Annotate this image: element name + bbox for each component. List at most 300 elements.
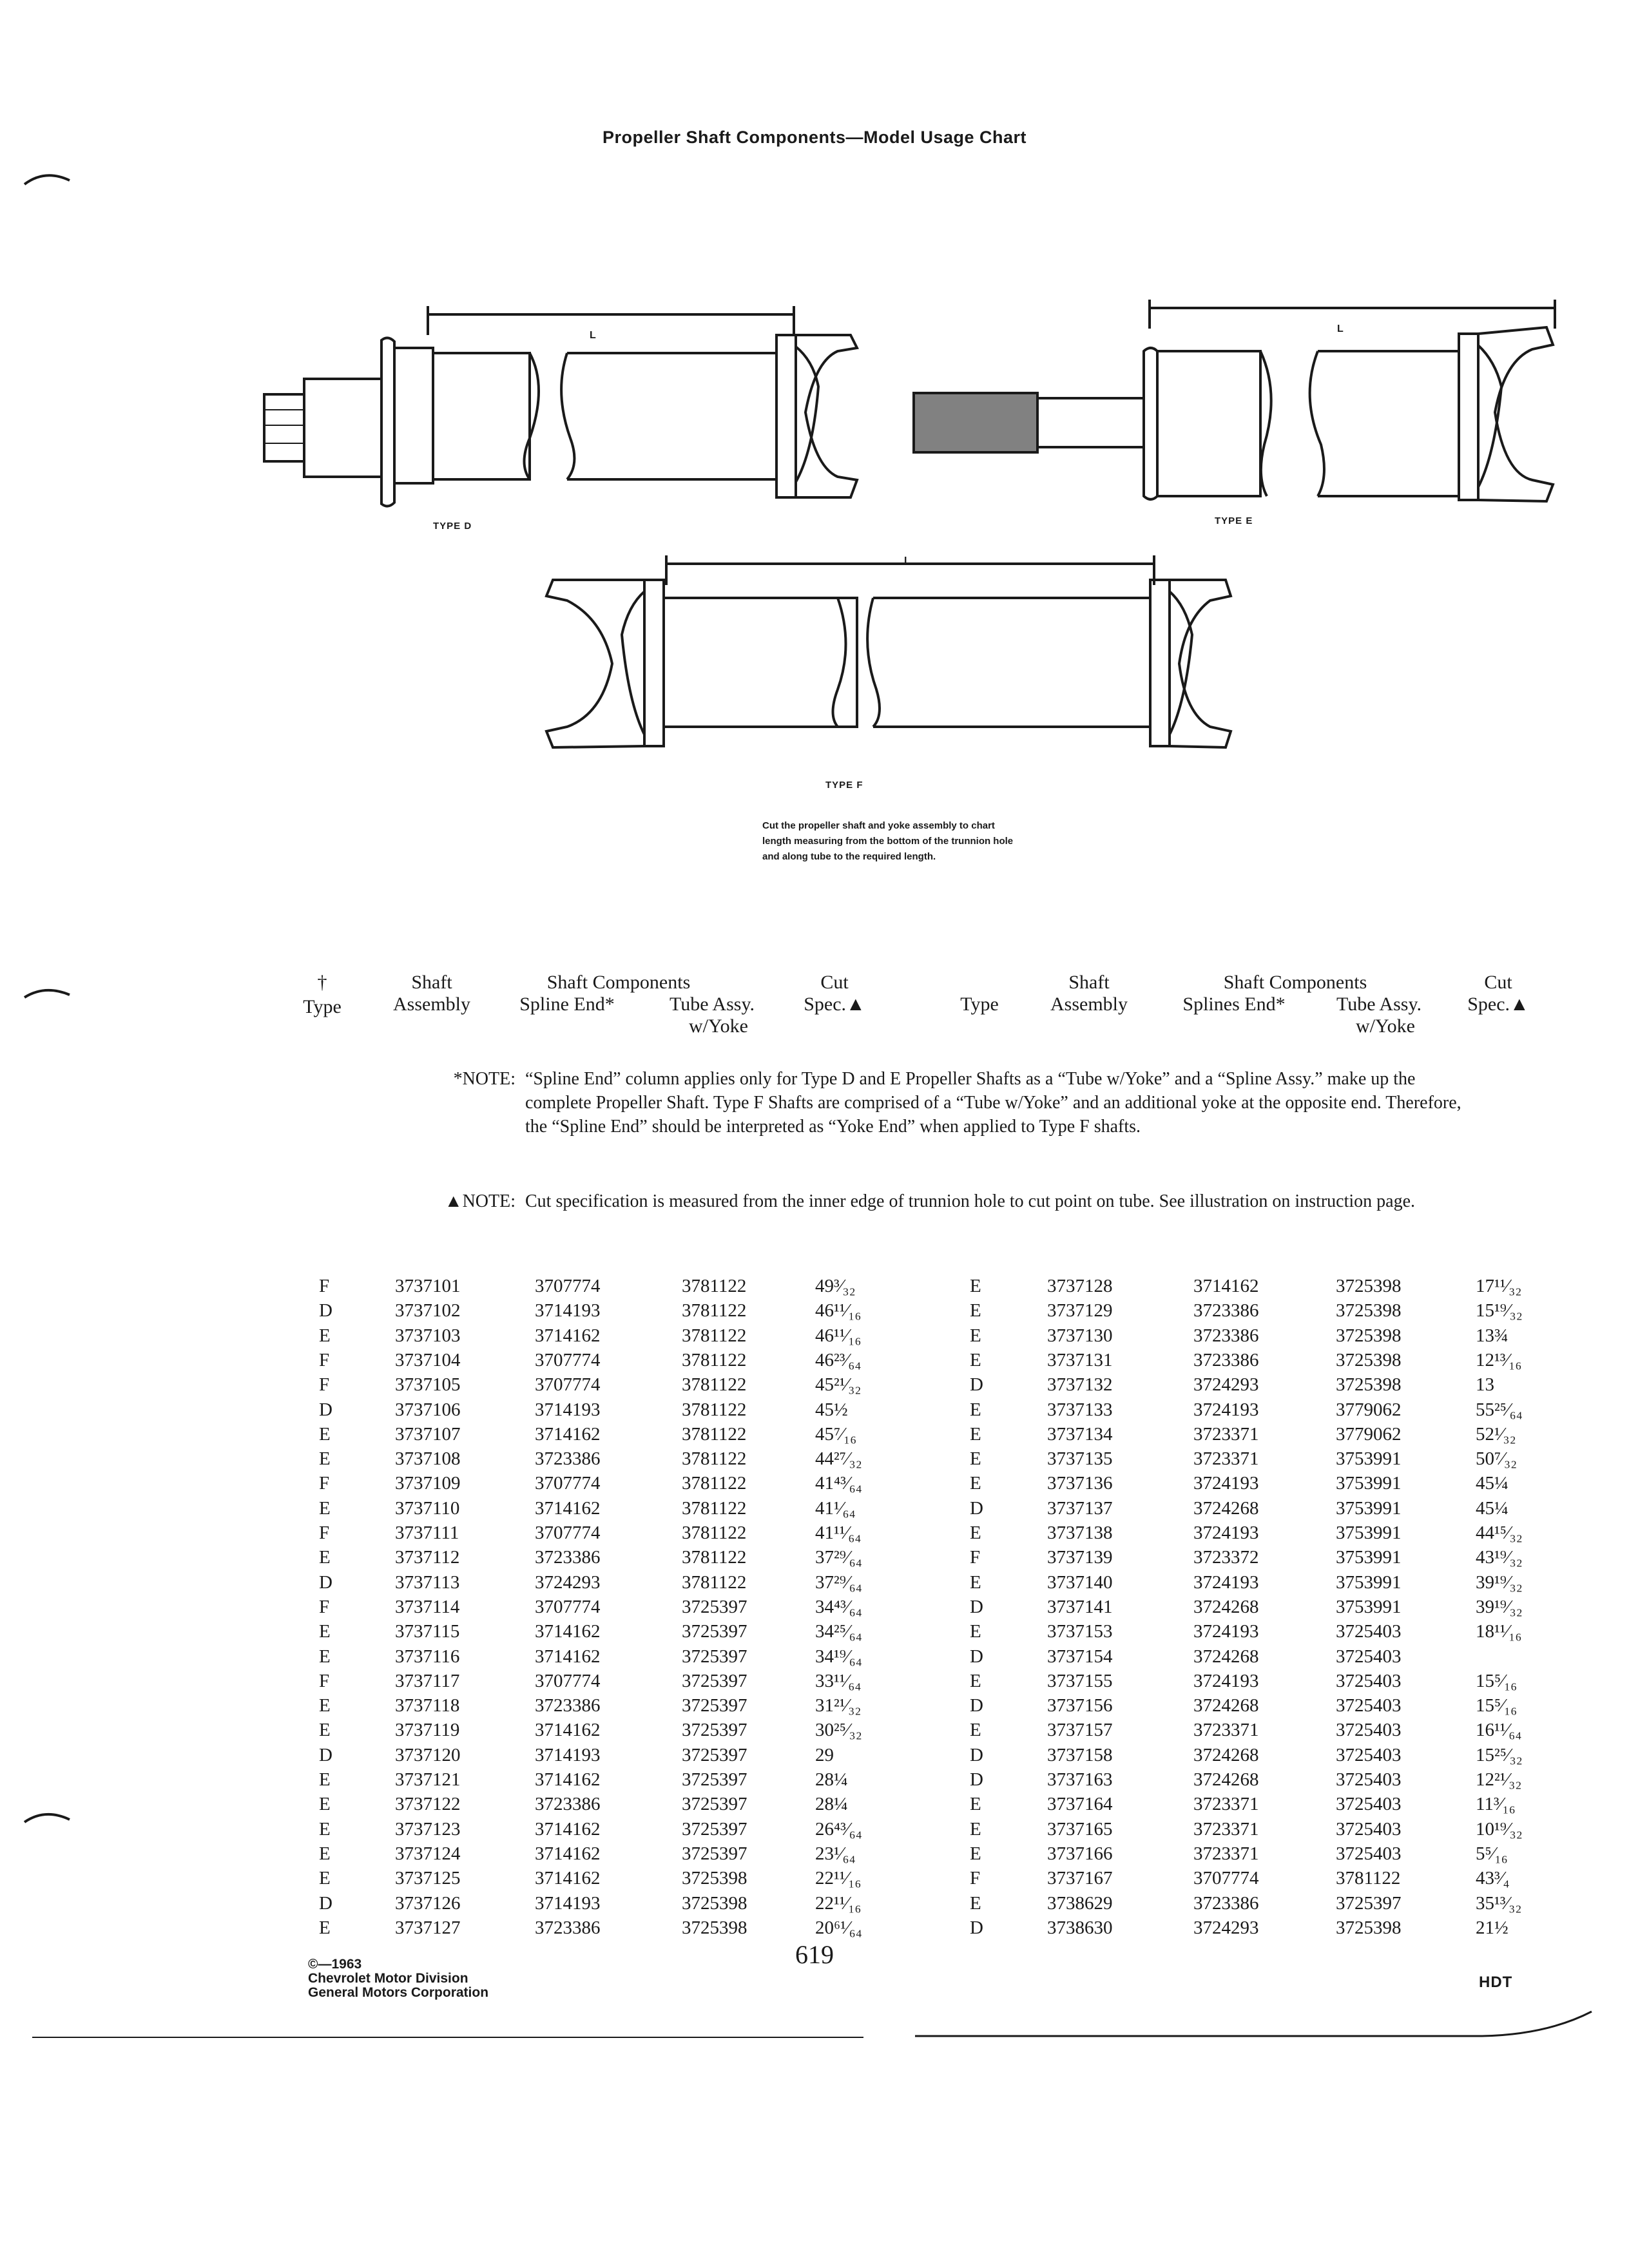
footer-code: HDT (1479, 1974, 1513, 1991)
row-shaft-assembly: 3737108 (395, 1448, 461, 1470)
row-shaft-assembly: 3737140 (1047, 1571, 1113, 1593)
row-spline-end: 3707774 (535, 1473, 601, 1494)
row-type: F (319, 1596, 330, 1617)
row-type: E (319, 1794, 331, 1815)
row-shaft-assembly: 3737141 (1047, 1596, 1113, 1617)
row-type: D (319, 1399, 333, 1420)
right-header-assembly: Assembly (1050, 994, 1128, 1015)
row-tube-assy: 3725397 (682, 1744, 747, 1765)
row-cut-spec: 15¹⁹⁄₃₂ (1476, 1300, 1523, 1321)
row-type: F (319, 1349, 330, 1370)
row-shaft-assembly: 3737154 (1047, 1646, 1113, 1667)
row-spline-end: 3723371 (1193, 1818, 1259, 1840)
row-shaft-assembly: 3737167 (1047, 1868, 1113, 1889)
row-type: D (319, 1892, 333, 1914)
row-spline-end: 3723386 (1193, 1325, 1259, 1346)
row-cut-spec: 18¹¹⁄₁₆ (1476, 1621, 1522, 1642)
row-type: E (970, 1621, 981, 1642)
row-cut-spec: 44¹⁵⁄₃₂ (1476, 1523, 1523, 1543)
row-shaft-assembly: 3737103 (395, 1325, 461, 1346)
row-cut-spec: 5⁵⁄₁₆ (1476, 1843, 1508, 1864)
row-cut-spec: 45²¹⁄₃₂ (815, 1374, 862, 1396)
row-shaft-assembly: 3738629 (1047, 1892, 1113, 1914)
row-shaft-assembly: 3737166 (1047, 1843, 1113, 1864)
row-spline-end: 3724293 (535, 1571, 601, 1593)
row-cut-spec: 23¹⁄₆₄ (815, 1843, 856, 1864)
left-header-components: Shaft Components (546, 972, 691, 993)
row-cut-spec: 22¹¹⁄₁₆ (815, 1892, 862, 1914)
row-cut-spec: 11³⁄₁₆ (1476, 1794, 1516, 1815)
row-type: E (970, 1670, 981, 1691)
left-header-w-yoke: w/Yoke (689, 1015, 748, 1037)
note-label: *NOTE: (453, 1069, 516, 1089)
row-shaft-assembly: 3737129 (1047, 1300, 1113, 1321)
row-spline-end: 3714162 (535, 1325, 601, 1346)
row-cut-spec: 28¼ (815, 1769, 848, 1790)
row-shaft-assembly: 3737163 (1047, 1769, 1113, 1790)
row-spline-end: 3723371 (1193, 1720, 1259, 1741)
row-tube-assy: 3725403 (1336, 1621, 1402, 1642)
row-spline-end: 3723386 (535, 1695, 601, 1716)
row-tube-assy: 3781122 (682, 1473, 747, 1494)
row-type: E (970, 1818, 981, 1840)
row-shaft-assembly: 3737156 (1047, 1695, 1113, 1716)
footer-corporation: General Motors Corporation (308, 1985, 489, 2000)
row-spline-end: 3707774 (535, 1276, 601, 1296)
row-cut-spec: 39¹⁹⁄₃₂ (1476, 1571, 1523, 1593)
row-cut-spec: 43³⁄₄ (1476, 1868, 1510, 1889)
row-tube-assy: 3781122 (682, 1547, 747, 1568)
row-tube-assy: 3725403 (1336, 1646, 1402, 1667)
right-header-cut: Cut (1484, 972, 1512, 993)
row-tube-assy: 3725397 (682, 1794, 747, 1815)
row-spline-end: 3724193 (1193, 1670, 1259, 1691)
row-cut-spec: 43¹⁹⁄₃₂ (1476, 1547, 1523, 1568)
row-cut-spec: 13 (1476, 1374, 1494, 1396)
row-cut-spec: 45⁷⁄₁₆ (815, 1423, 857, 1445)
row-shaft-assembly: 3737128 (1047, 1276, 1113, 1296)
row-type: D (970, 1744, 983, 1765)
row-spline-end: 3707774 (535, 1349, 601, 1370)
row-spline-end: 3714162 (535, 1497, 601, 1519)
row-cut-spec: 44²⁷⁄₃₂ (815, 1448, 862, 1470)
row-tube-assy: 3725397 (682, 1843, 747, 1864)
row-cut-spec: 39¹⁹⁄₃₂ (1476, 1596, 1523, 1617)
row-tube-assy: 3753991 (1336, 1473, 1402, 1494)
row-cut-spec: 31²¹⁄₃₂ (815, 1695, 862, 1716)
row-type: F (319, 1670, 330, 1691)
row-tube-assy: 3725397 (682, 1769, 747, 1790)
row-tube-assy: 3753991 (1336, 1523, 1402, 1543)
row-spline-end: 3714193 (535, 1300, 601, 1321)
row-tube-assy: 3781122 (682, 1497, 747, 1519)
row-tube-assy: 3781122 (682, 1349, 747, 1370)
diagram-caption: Cut the propeller shaft and yoke assembly to chart length measuring from the bottom of the trunnion hole and along tube to the required length. (762, 820, 1014, 862)
row-tube-assy: 3725403 (1336, 1843, 1402, 1864)
row-type: E (970, 1720, 981, 1741)
row-tube-assy: 3781122 (682, 1374, 747, 1396)
row-type: D (970, 1646, 983, 1667)
row-spline-end: 3714162 (535, 1818, 601, 1840)
row-cut-spec: 37²⁹⁄₆₄ (815, 1547, 862, 1568)
row-tube-assy: 3725397 (682, 1818, 747, 1840)
left-header-assembly: Assembly (393, 994, 470, 1015)
row-cut-spec: 46²³⁄₆₄ (815, 1349, 862, 1370)
row-shaft-assembly: 3737138 (1047, 1523, 1113, 1543)
row-shaft-assembly: 3737107 (395, 1423, 461, 1445)
row-tube-assy: 3753991 (1336, 1448, 1402, 1470)
row-tube-assy: 3725403 (1336, 1670, 1402, 1691)
row-tube-assy: 3781122 (682, 1325, 747, 1346)
row-type: E (319, 1325, 331, 1346)
right-header-spline-end: Splines End* (1182, 994, 1286, 1015)
row-spline-end: 3723386 (1193, 1892, 1259, 1914)
row-tube-assy: 3725398 (1336, 1300, 1402, 1321)
row-cut-spec: 41¹¹⁄₆₄ (815, 1523, 862, 1543)
note-label: ▲NOTE: (444, 1191, 516, 1211)
row-tube-assy: 3753991 (1336, 1547, 1402, 1568)
row-spline-end: 3707774 (535, 1374, 601, 1396)
type-e-label: TYPE E (1215, 515, 1253, 526)
row-cut-spec: 55²⁵⁄₆₄ (1476, 1399, 1523, 1420)
row-tube-assy: 3781122 (682, 1523, 747, 1543)
row-tube-assy: 3781122 (682, 1276, 747, 1296)
note-text: Cut specification is measured from the inner edge of trunnion hole to cut point on tube. See illustration on instruction page. (525, 1191, 1416, 1211)
row-spline-end: 3707774 (535, 1670, 601, 1691)
row-type: E (319, 1621, 331, 1642)
row-type: F (319, 1473, 330, 1494)
row-shaft-assembly: 3737116 (395, 1646, 460, 1667)
row-type: F (970, 1868, 981, 1889)
row-shaft-assembly: 3737136 (1047, 1473, 1113, 1494)
row-shaft-assembly: 3737124 (395, 1843, 461, 1864)
row-type: D (970, 1374, 983, 1396)
type-d-label: TYPE D (433, 521, 472, 532)
right-header-tube-assy: Tube Assy. (1336, 994, 1422, 1015)
row-spline-end: 3724193 (1193, 1473, 1259, 1494)
row-spline-end: 3724268 (1193, 1497, 1259, 1519)
row-spline-end: 3714162 (535, 1769, 601, 1790)
row-cut-spec: 16¹¹⁄₆₄ (1476, 1720, 1522, 1741)
row-spline-end: 3723386 (535, 1448, 601, 1470)
row-type: D (970, 1917, 983, 1938)
row-type: E (319, 1720, 331, 1741)
row-spline-end: 3724268 (1193, 1695, 1259, 1716)
row-type: D (970, 1497, 983, 1519)
row-tube-assy: 3725398 (1336, 1349, 1402, 1370)
row-tube-assy: 3725403 (1336, 1769, 1402, 1790)
row-shaft-assembly: 3737109 (395, 1473, 461, 1494)
row-shaft-assembly: 3737120 (395, 1744, 461, 1765)
row-type: F (970, 1547, 981, 1568)
row-type: E (970, 1300, 981, 1321)
row-cut-spec: 49³⁄₃₂ (815, 1276, 856, 1296)
row-type: E (319, 1497, 331, 1519)
row-cut-spec: 28¼ (815, 1794, 848, 1815)
row-tube-assy: 3725403 (1336, 1794, 1402, 1815)
right-header-w-yoke: w/Yoke (1356, 1015, 1415, 1037)
row-shaft-assembly: 3737157 (1047, 1720, 1113, 1741)
row-spline-end: 3714193 (535, 1892, 601, 1914)
row-spline-end: 3714162 (535, 1843, 601, 1864)
row-cut-spec: 20⁶¹⁄₆₄ (815, 1917, 862, 1938)
row-shaft-assembly: 3737137 (1047, 1497, 1113, 1519)
row-tube-assy: 3725403 (1336, 1744, 1402, 1765)
row-tube-assy: 3753991 (1336, 1571, 1402, 1593)
row-type: E (319, 1695, 331, 1716)
row-shaft-assembly: 3737118 (395, 1695, 460, 1716)
row-shaft-assembly: 3737104 (395, 1349, 461, 1370)
length-label-e: L (1337, 323, 1344, 334)
row-spline-end: 3714162 (535, 1423, 601, 1445)
row-spline-end: 3724193 (1193, 1621, 1259, 1642)
row-tube-assy: 3725397 (682, 1720, 747, 1741)
row-tube-assy: 3725403 (1336, 1818, 1402, 1840)
row-shaft-assembly: 3737165 (1047, 1818, 1113, 1840)
row-tube-assy: 3779062 (1336, 1423, 1402, 1445)
row-tube-assy: 3725403 (1336, 1720, 1402, 1741)
footer-copyright: ©—1963 (308, 1957, 362, 1972)
row-tube-assy: 3725398 (682, 1868, 747, 1889)
length-label-d: L (590, 330, 596, 341)
row-type: E (970, 1349, 981, 1370)
row-spline-end: 3707774 (535, 1596, 601, 1617)
row-type: E (319, 1769, 331, 1790)
row-shaft-assembly: 3737106 (395, 1399, 461, 1420)
left-header-shaft: Shaft (411, 972, 452, 993)
row-type: E (319, 1868, 331, 1889)
row-cut-spec: 10¹⁹⁄₃₂ (1476, 1818, 1523, 1840)
row-spline-end: 3723371 (1193, 1448, 1259, 1470)
row-cut-spec: 15⁵⁄₁₆ (1476, 1695, 1518, 1716)
row-type: E (970, 1473, 981, 1494)
row-shaft-assembly: 3737105 (395, 1374, 461, 1396)
row-spline-end: 3724193 (1193, 1523, 1259, 1543)
row-cut-spec: 34¹⁹⁄₆₄ (815, 1646, 862, 1667)
row-spline-end: 3714162 (535, 1720, 601, 1741)
row-spline-end: 3724293 (1193, 1374, 1259, 1396)
row-type: D (319, 1300, 333, 1321)
row-tube-assy: 3725398 (682, 1892, 747, 1914)
row-spline-end: 3723386 (1193, 1300, 1259, 1321)
left-header-tube-assy: Tube Assy. (670, 994, 755, 1015)
row-tube-assy: 3781122 (682, 1423, 747, 1445)
right-header-spec: Spec.▲ (1467, 994, 1529, 1015)
row-shaft-assembly: 3737117 (395, 1670, 460, 1691)
row-shaft-assembly: 3737134 (1047, 1423, 1113, 1445)
row-type: E (319, 1448, 331, 1470)
row-tube-assy: 3753991 (1336, 1596, 1402, 1617)
row-shaft-assembly: 3737139 (1047, 1547, 1113, 1568)
row-cut-spec: 22¹¹⁄₁₆ (815, 1868, 862, 1889)
row-tube-assy: 3725398 (1336, 1374, 1402, 1396)
row-spline-end: 3723386 (1193, 1349, 1259, 1370)
row-spline-end: 3707774 (535, 1523, 601, 1543)
footer-division: Chevrolet Motor Division (308, 1971, 468, 1986)
row-cut-spec: 15²⁵⁄₃₂ (1476, 1744, 1523, 1765)
page-number: 619 (795, 1940, 834, 1969)
row-shaft-assembly: 3737113 (395, 1571, 460, 1593)
type-mark: † (317, 972, 327, 993)
row-cut-spec: 46¹¹⁄₁₆ (815, 1325, 862, 1346)
row-tube-assy: 3725397 (682, 1646, 747, 1667)
row-cut-spec: 45¼ (1476, 1497, 1509, 1519)
row-type: E (970, 1892, 981, 1914)
row-type: E (319, 1818, 331, 1840)
length-label-f: L (904, 555, 911, 566)
row-spline-end: 3707774 (1193, 1868, 1259, 1889)
row-spline-end: 3724193 (1193, 1399, 1259, 1420)
row-shaft-assembly: 3737111 (395, 1523, 459, 1543)
row-spline-end: 3724268 (1193, 1769, 1259, 1790)
row-spline-end: 3723386 (535, 1794, 601, 1815)
row-shaft-assembly: 3737115 (395, 1621, 460, 1642)
row-spline-end: 3724293 (1193, 1917, 1259, 1938)
row-type: E (970, 1571, 981, 1593)
row-type: E (319, 1843, 331, 1864)
row-spline-end: 3723371 (1193, 1794, 1259, 1815)
row-shaft-assembly: 3737127 (395, 1917, 461, 1938)
left-header-spec: Spec.▲ (804, 994, 865, 1015)
row-type: E (970, 1448, 981, 1470)
row-cut-spec: 26⁴³⁄₆₄ (815, 1818, 862, 1840)
row-cut-spec: 15⁵⁄₁₆ (1476, 1670, 1518, 1691)
row-spline-end: 3714193 (535, 1744, 601, 1765)
row-type: E (970, 1399, 981, 1420)
row-shaft-assembly: 3737102 (395, 1300, 461, 1321)
row-cut-spec: 13¾ (1476, 1325, 1509, 1346)
row-cut-spec: 34⁴³⁄₆₄ (815, 1596, 862, 1617)
row-cut-spec: 29 (815, 1744, 834, 1765)
row-type: F (319, 1374, 330, 1396)
row-cut-spec: 45¼ (1476, 1473, 1509, 1494)
row-spline-end: 3724193 (1193, 1571, 1259, 1593)
row-tube-assy: 3725398 (682, 1917, 747, 1938)
note-text: “Spline End” column applies only for Type D and E Propeller Shafts as a “Tube w/Yoke” and a “Spline Assy.” make up the complete Propeller Shaft. Type F Shafts are comprised of a “Tube w/Yoke” and an additional yoke at the opposite end. Therefore, the “Spline End” should be interpreted as “Yoke End” when applied to Type F shafts. (525, 1069, 1461, 1137)
row-type: D (319, 1571, 333, 1593)
row-type: E (970, 1523, 981, 1543)
row-cut-spec: 46¹¹⁄₁₆ (815, 1300, 862, 1321)
row-tube-assy: 3725398 (1336, 1325, 1402, 1346)
left-header-cut: Cut (820, 972, 849, 993)
row-spline-end: 3714193 (535, 1399, 601, 1420)
row-shaft-assembly: 3737126 (395, 1892, 461, 1914)
row-spline-end: 3723386 (535, 1547, 601, 1568)
right-header-type: Type (960, 994, 999, 1015)
left-header-spline-end: Spline End* (519, 994, 615, 1015)
row-cut-spec: 35¹³⁄₃₂ (1476, 1892, 1522, 1914)
row-shaft-assembly: 3737123 (395, 1818, 461, 1840)
row-type: E (970, 1423, 981, 1445)
row-tube-assy: 3781122 (682, 1300, 747, 1321)
row-type: D (970, 1769, 983, 1790)
row-shaft-assembly: 3737114 (395, 1596, 460, 1617)
right-header-components: Shaft Components (1223, 972, 1367, 993)
left-header-type: Type (303, 996, 342, 1017)
row-cut-spec: 37²⁹⁄₆₄ (815, 1571, 862, 1593)
row-spline-end: 3714162 (535, 1621, 601, 1642)
row-tube-assy: 3779062 (1336, 1399, 1402, 1420)
row-cut-spec: 17¹¹⁄₃₂ (1476, 1276, 1522, 1296)
row-tube-assy: 3725397 (682, 1670, 747, 1691)
row-shaft-assembly: 3737119 (395, 1720, 460, 1741)
row-tube-assy: 3781122 (682, 1448, 747, 1470)
row-cut-spec: 41⁴³⁄₆₄ (815, 1473, 862, 1494)
row-spline-end: 3724268 (1193, 1596, 1259, 1617)
row-shaft-assembly: 3737131 (1047, 1349, 1113, 1370)
row-tube-assy: 3725398 (1336, 1276, 1402, 1296)
row-cut-spec: 52¹⁄₃₂ (1476, 1423, 1516, 1445)
row-tube-assy: 3781122 (682, 1571, 747, 1593)
row-cut-spec: 12²¹⁄₃₂ (1476, 1769, 1522, 1790)
row-shaft-assembly: 3737158 (1047, 1744, 1113, 1765)
row-tube-assy: 3781122 (1336, 1868, 1401, 1889)
row-type: E (970, 1794, 981, 1815)
row-shaft-assembly: 3737132 (1047, 1374, 1113, 1396)
row-cut-spec: 33¹¹⁄₆₄ (815, 1670, 862, 1691)
row-cut-spec: 41¹⁄₆₄ (815, 1497, 856, 1519)
row-spline-end: 3723371 (1193, 1423, 1259, 1445)
row-shaft-assembly: 3737130 (1047, 1325, 1113, 1346)
row-cut-spec: 30²⁵⁄₃₂ (815, 1720, 862, 1741)
row-type: E (970, 1325, 981, 1346)
row-cut-spec: 34²⁵⁄₆₄ (815, 1621, 862, 1642)
row-shaft-assembly: 3737153 (1047, 1621, 1113, 1642)
row-spline-end: 3723372 (1193, 1547, 1259, 1568)
row-shaft-assembly: 3737110 (395, 1497, 460, 1519)
row-shaft-assembly: 3737125 (395, 1868, 461, 1889)
row-type: D (319, 1744, 333, 1765)
page-title: Propeller Shaft Components—Model Usage Chart (602, 128, 1027, 147)
row-shaft-assembly: 3737164 (1047, 1794, 1113, 1815)
row-type: E (970, 1276, 981, 1296)
row-shaft-assembly: 3738630 (1047, 1917, 1113, 1938)
row-shaft-assembly: 3737135 (1047, 1448, 1113, 1470)
row-spline-end: 3714162 (535, 1646, 601, 1667)
row-spline-end: 3723371 (1193, 1843, 1259, 1864)
row-shaft-assembly: 3737133 (1047, 1399, 1113, 1420)
row-type: E (319, 1646, 331, 1667)
row-type: F (319, 1276, 330, 1296)
row-cut-spec: 45½ (815, 1399, 848, 1420)
row-type: D (970, 1695, 983, 1716)
row-type: D (970, 1596, 983, 1617)
row-tube-assy: 3781122 (682, 1399, 747, 1420)
row-tube-assy: 3753991 (1336, 1497, 1402, 1519)
row-type: E (319, 1917, 331, 1938)
row-tube-assy: 3725397 (682, 1596, 747, 1617)
right-header-shaft: Shaft (1068, 972, 1110, 993)
row-shaft-assembly: 3737155 (1047, 1670, 1113, 1691)
row-shaft-assembly: 3737121 (395, 1769, 461, 1790)
row-cut-spec: 21½ (1476, 1917, 1509, 1938)
row-spline-end: 3724268 (1193, 1744, 1259, 1765)
row-type: E (319, 1547, 331, 1568)
row-spline-end: 3714162 (535, 1868, 601, 1889)
row-shaft-assembly: 3737101 (395, 1276, 461, 1296)
row-shaft-assembly: 3737122 (395, 1794, 461, 1815)
type-f-label: TYPE F (825, 780, 863, 791)
row-shaft-assembly: 3737112 (395, 1547, 460, 1568)
row-spline-end: 3723386 (535, 1917, 601, 1938)
row-type: E (319, 1423, 331, 1445)
row-tube-assy: 3725397 (682, 1695, 747, 1716)
row-type: E (970, 1843, 981, 1864)
row-spline-end: 3714162 (1193, 1276, 1259, 1296)
row-tube-assy: 3725397 (1336, 1892, 1402, 1914)
row-tube-assy: 3725403 (1336, 1695, 1402, 1716)
row-cut-spec: 12¹³⁄₁₆ (1476, 1349, 1522, 1370)
